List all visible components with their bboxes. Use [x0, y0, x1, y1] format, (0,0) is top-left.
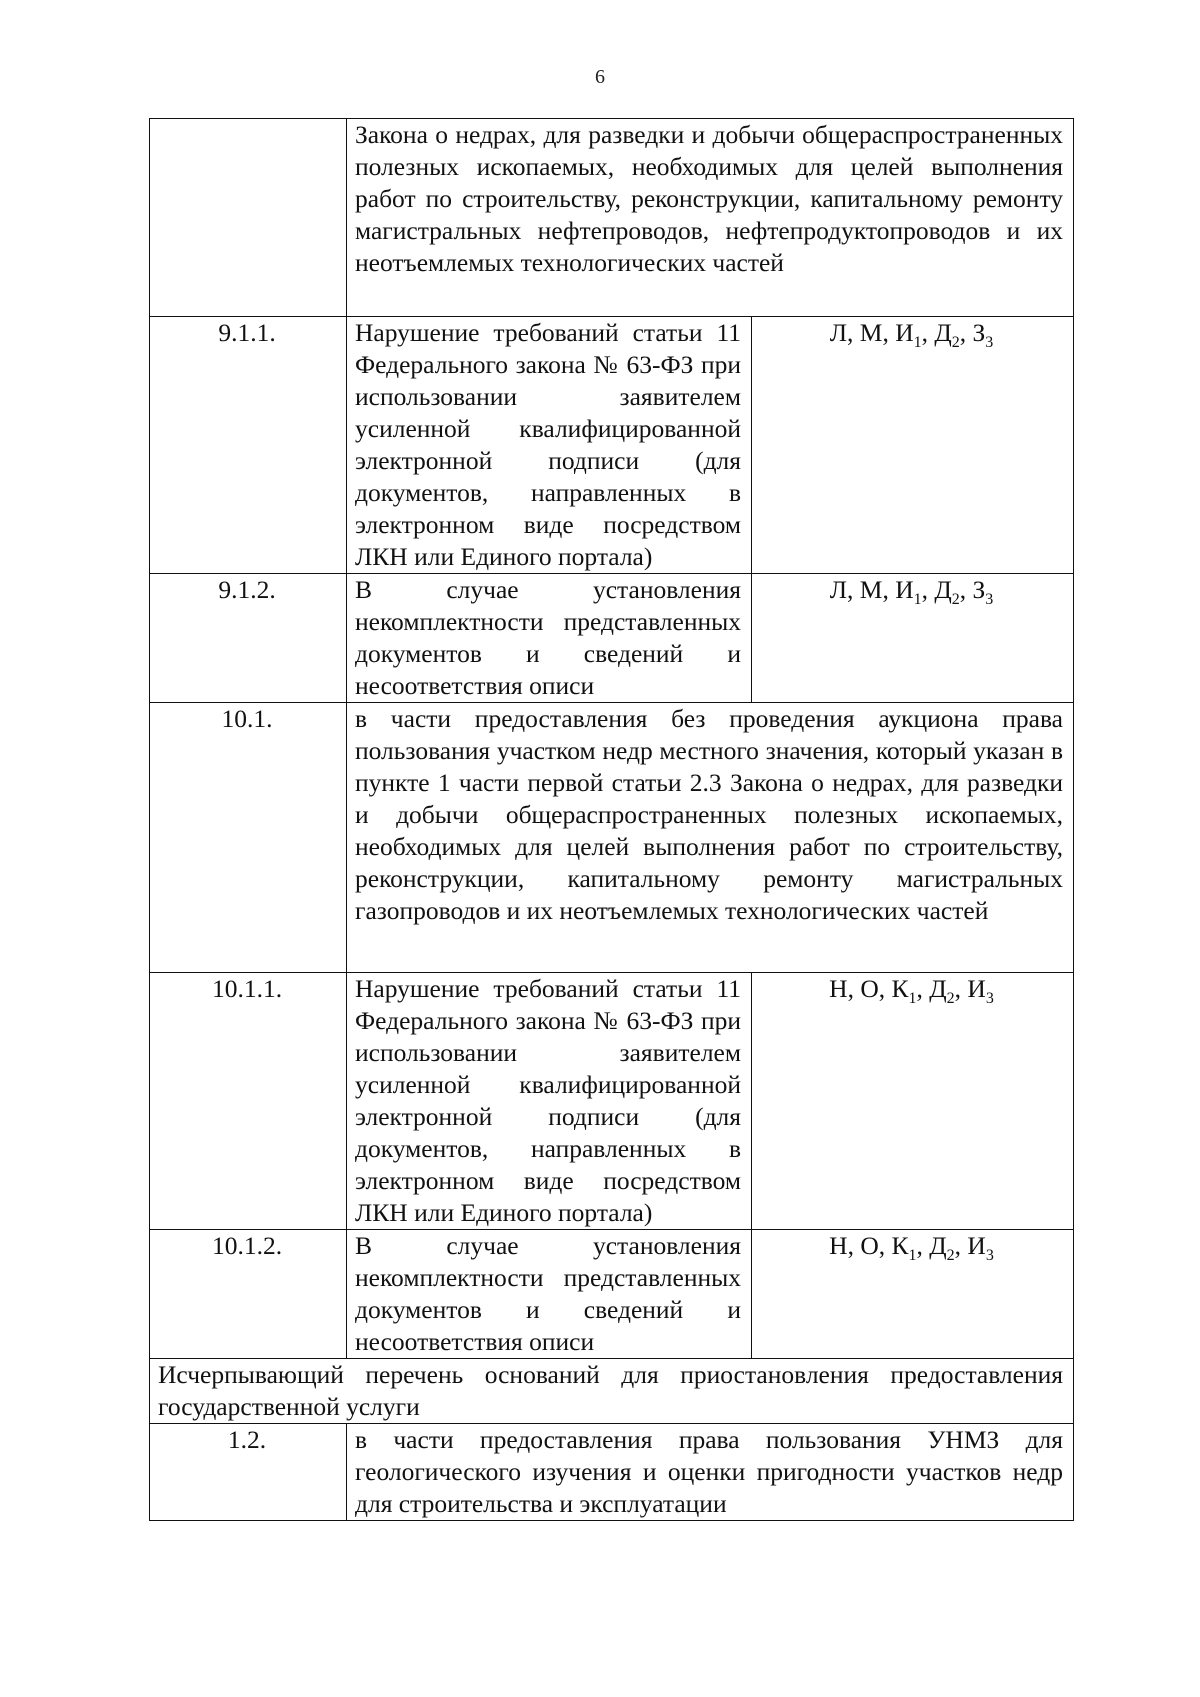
- row-number: [150, 119, 347, 317]
- code-item: О: [860, 1231, 879, 1260]
- table-row: [150, 1230, 1074, 1359]
- row-text: В случае установления некомплектности представленных документов и сведений и несоответствия описи: [347, 574, 752, 703]
- code-item: $И_1$: [895, 318, 922, 352]
- row-text: Закона о недрах, для разведки и добычи общераспространенных полезных ископаемых, необходимых для целей выполнения работ по строительству, реконструкции, капитальному ремонту магистральных нефтепроводов, нефтепродуктопроводов и их неотъемлемых технологических частей: [347, 119, 1074, 317]
- row-codes: Н, О, $К_1$, $Д_2$, $И_3$: [752, 973, 1074, 1230]
- code-item: $Д_2$: [929, 1231, 955, 1265]
- row-codes: Л, М, $И_1$, $Д_2$, $З_3$: [752, 317, 1074, 574]
- row-text: в части предоставления без проведения аукциона права пользования участком недр местного значения, который указан в пункте 1 части первой статьи 2.3 Закона о недрах, для разведки и добычи общераспространенных полезных ископаемых, необходимых для целей выполнения работ по строительству, реконструкции, капитальному ремонту магистральных газопроводов и их неотъемлемых технологических частей: [347, 703, 1074, 973]
- row-number: 9.1.1.: [150, 317, 347, 574]
- table-row: [150, 317, 1074, 574]
- page-number: 6: [595, 66, 605, 88]
- code-item: $К_1$: [891, 1231, 917, 1265]
- code-item: М: [859, 575, 883, 604]
- code-item: $И_3$: [967, 974, 994, 1008]
- code-item: Н: [829, 1231, 848, 1260]
- code-item: Л: [829, 575, 847, 604]
- section-heading: Исчерпывающий перечень оснований для приостановления предоставления государственной услуги: [150, 1359, 1074, 1424]
- table-row: [150, 574, 1074, 703]
- grounds-table: [149, 118, 1074, 1521]
- row-number: 10.1.1.: [150, 973, 347, 1230]
- code-item: $З_3$: [972, 318, 994, 352]
- code-item: О: [860, 974, 879, 1003]
- row-number: 10.1.: [150, 703, 347, 973]
- code-item: Н: [829, 974, 848, 1003]
- code-item: $И_3$: [967, 1231, 994, 1265]
- code-item: $Д_2$: [934, 575, 960, 609]
- code-item: $К_1$: [891, 974, 917, 1008]
- table-row: [150, 703, 1074, 973]
- row-number: 9.1.2.: [150, 574, 347, 703]
- row-text: В случае установления некомплектности представленных документов и сведений и несоответствия описи: [347, 1230, 752, 1359]
- code-item: Л: [829, 318, 847, 347]
- row-codes: Н, О, $К_1$, $Д_2$, $И_3$: [752, 1230, 1074, 1359]
- table-row: [150, 1424, 1074, 1521]
- table-row: [150, 973, 1074, 1230]
- code-item: М: [859, 318, 883, 347]
- code-item: $И_1$: [895, 575, 922, 609]
- table-row: [150, 1359, 1074, 1424]
- row-text: Нарушение требований статьи 11 Федерального закона № 63-ФЗ при использовании заявителем усиленной квалифицированной электронной подписи (для документов, направленных в электронном виде посредством ЛКН или Единого портала): [347, 973, 752, 1230]
- row-text: в части предоставления права пользования УНМЗ для геологического изучения и оценки пригодности участков недр для строительства и эксплуатации: [347, 1424, 1074, 1521]
- code-item: $З_3$: [972, 575, 994, 609]
- code-item: $Д_2$: [929, 974, 955, 1008]
- code-item: $Д_2$: [934, 318, 960, 352]
- row-text: Нарушение требований статьи 11 Федерального закона № 63-ФЗ при использовании заявителем усиленной квалифицированной электронной подписи (для документов, направленных в электронном виде посредством ЛКН или Единого портала): [347, 317, 752, 574]
- row-codes: Л, М, $И_1$, $Д_2$, $З_3$: [752, 574, 1074, 703]
- row-number: 1.2.: [150, 1424, 347, 1521]
- row-number: 10.1.2.: [150, 1230, 347, 1359]
- table-row: [150, 119, 1074, 317]
